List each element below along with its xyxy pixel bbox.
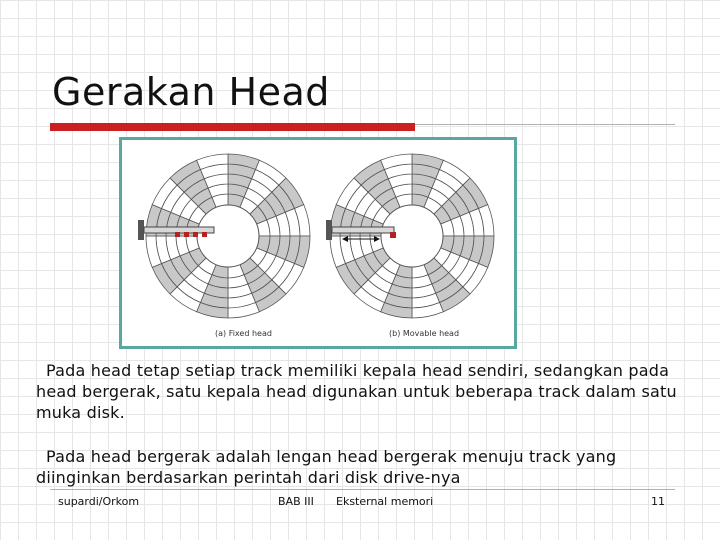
title-divider-line xyxy=(415,124,675,125)
disk-diagram xyxy=(122,140,514,346)
footer-divider-line xyxy=(50,489,675,490)
movable-head xyxy=(390,232,396,238)
fixed-head-2 xyxy=(184,232,189,237)
footer-author: supardi/Orkom xyxy=(58,495,140,508)
slide-title: Gerakan Head xyxy=(52,70,330,114)
fixed-head-1 xyxy=(175,232,180,237)
title-accent-bar xyxy=(50,123,415,131)
fixed-head-3 xyxy=(193,232,198,237)
footer-topic: Eksternal memori xyxy=(336,495,434,508)
paragraph-movable-head: Pada head bergerak adalah lengan head bergerak menuju track yang diinginkan berdasarkan perintah dari disk drive-nya xyxy=(36,447,617,487)
fixed-head-disk xyxy=(146,154,310,318)
movable-head-disk xyxy=(330,154,494,318)
caption-fixed-head: (a) Fixed head xyxy=(215,329,272,338)
footer-chapter: BAB III xyxy=(278,495,314,508)
fixed-head-4 xyxy=(202,232,207,237)
disk-head-figure xyxy=(119,137,517,349)
paragraph-fixed-head: Pada head tetap setiap track memiliki kepala head sendiri, sedangkan pada head bergerak, satu kepala head digunakan untuk beberapa track dalam satu muka disk. xyxy=(36,361,677,422)
footer-page-number: 11 xyxy=(651,495,665,508)
caption-movable-head: (b) Movable head xyxy=(389,329,460,338)
